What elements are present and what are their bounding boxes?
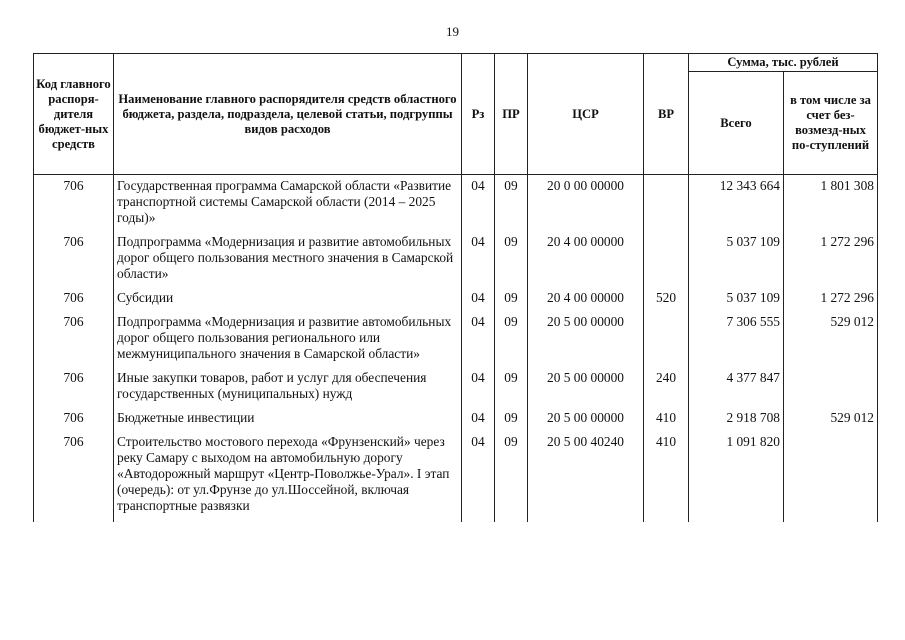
header-total: Всего bbox=[689, 72, 784, 175]
header-csr: ЦСР bbox=[528, 54, 644, 175]
cell-code: 706 bbox=[34, 410, 114, 434]
cell-rz: 04 bbox=[462, 434, 495, 522]
cell-code: 706 bbox=[34, 314, 114, 370]
cell-pr: 09 bbox=[495, 175, 528, 235]
cell-gratuitous: 529 012 bbox=[784, 314, 878, 370]
cell-vr: 410 bbox=[644, 434, 689, 522]
cell-vr bbox=[644, 175, 689, 235]
cell-pr: 09 bbox=[495, 410, 528, 434]
table-row bbox=[34, 370, 878, 410]
cell-name: Субсидии bbox=[114, 290, 462, 314]
cell-name: Подпрограмма «Модернизация и развитие автомобильных дорог общего пользования местного значения в Самарской области» bbox=[114, 234, 462, 290]
cell-vr: 520 bbox=[644, 290, 689, 314]
page-number: 19 bbox=[446, 24, 459, 39]
cell-vr bbox=[644, 314, 689, 370]
cell-total: 4 377 847 bbox=[689, 370, 784, 410]
header-rz: Рз bbox=[462, 54, 495, 175]
header-vr: ВР bbox=[644, 54, 689, 175]
table-row bbox=[34, 314, 878, 370]
table-header bbox=[34, 54, 878, 175]
cell-code: 706 bbox=[34, 175, 114, 235]
cell-name: Бюджетные инвестиции bbox=[114, 410, 462, 434]
cell-rz: 04 bbox=[462, 410, 495, 434]
table-row bbox=[34, 175, 878, 235]
cell-name: Иные закупки товаров, работ и услуг для обеспечения государственных (муниципальных) нужд bbox=[114, 370, 462, 410]
header-code: Код главного распоря-дителя бюджет-ных средств bbox=[34, 54, 114, 175]
cell-total: 7 306 555 bbox=[689, 314, 784, 370]
cell-code: 706 bbox=[34, 234, 114, 290]
table-row bbox=[34, 234, 878, 290]
cell-gratuitous: 1 272 296 bbox=[784, 290, 878, 314]
cell-csr: 20 4 00 00000 bbox=[528, 234, 644, 290]
header-pr: ПР bbox=[495, 54, 528, 175]
cell-rz: 04 bbox=[462, 234, 495, 290]
cell-pr: 09 bbox=[495, 290, 528, 314]
cell-rz: 04 bbox=[462, 370, 495, 410]
cell-total: 12 343 664 bbox=[689, 175, 784, 235]
cell-gratuitous: 1 272 296 bbox=[784, 234, 878, 290]
header-name: Наименование главного распорядителя средств областного бюджета, раздела, подраздела, целевой статьи, подгруппы видов расходов bbox=[114, 54, 462, 175]
cell-pr: 09 bbox=[495, 370, 528, 410]
cell-total: 5 037 109 bbox=[689, 234, 784, 290]
cell-csr: 20 0 00 00000 bbox=[528, 175, 644, 235]
cell-code: 706 bbox=[34, 290, 114, 314]
cell-rz: 04 bbox=[462, 175, 495, 235]
cell-total: 1 091 820 bbox=[689, 434, 784, 522]
header-sum-group: Сумма, тыс. рублей bbox=[689, 54, 878, 72]
cell-name: Подпрограмма «Модернизация и развитие автомобильных дорог общего пользования регионального или межмуниципального значения в Самарской области» bbox=[114, 314, 462, 370]
cell-gratuitous bbox=[784, 370, 878, 410]
cell-csr: 20 4 00 00000 bbox=[528, 290, 644, 314]
cell-name: Строительство мостового перехода «Фрунзенский» через реку Самару с выходом на автомобильную дорогу «Автодорожный маршрут «Центр-Поволжье-Урал». I этап (очередь): от ул.Фрунзе до ул.Шоссейной, включая транспортные развязки bbox=[114, 434, 462, 522]
cell-total: 5 037 109 bbox=[689, 290, 784, 314]
cell-rz: 04 bbox=[462, 290, 495, 314]
table-row bbox=[34, 410, 878, 434]
cell-total: 2 918 708 bbox=[689, 410, 784, 434]
cell-pr: 09 bbox=[495, 234, 528, 290]
cell-vr bbox=[644, 234, 689, 290]
cell-vr: 240 bbox=[644, 370, 689, 410]
table-body bbox=[34, 175, 878, 523]
cell-pr: 09 bbox=[495, 314, 528, 370]
cell-code: 706 bbox=[34, 370, 114, 410]
cell-csr: 20 5 00 40240 bbox=[528, 434, 644, 522]
table-row bbox=[34, 434, 878, 522]
cell-csr: 20 5 00 00000 bbox=[528, 314, 644, 370]
cell-gratuitous bbox=[784, 434, 878, 522]
budget-table bbox=[33, 53, 878, 522]
cell-csr: 20 5 00 00000 bbox=[528, 410, 644, 434]
cell-pr: 09 bbox=[495, 434, 528, 522]
cell-vr: 410 bbox=[644, 410, 689, 434]
cell-gratuitous: 529 012 bbox=[784, 410, 878, 434]
cell-code: 706 bbox=[34, 434, 114, 522]
cell-csr: 20 5 00 00000 bbox=[528, 370, 644, 410]
table-row bbox=[34, 290, 878, 314]
cell-name: Государственная программа Самарской области «Развитие транспортной системы Самарской области (2014 – 2025 годы)» bbox=[114, 175, 462, 235]
cell-rz: 04 bbox=[462, 314, 495, 370]
cell-gratuitous: 1 801 308 bbox=[784, 175, 878, 235]
header-gratuitous: в том числе за счет без-возмезд-ных по-ступлений bbox=[784, 72, 878, 175]
